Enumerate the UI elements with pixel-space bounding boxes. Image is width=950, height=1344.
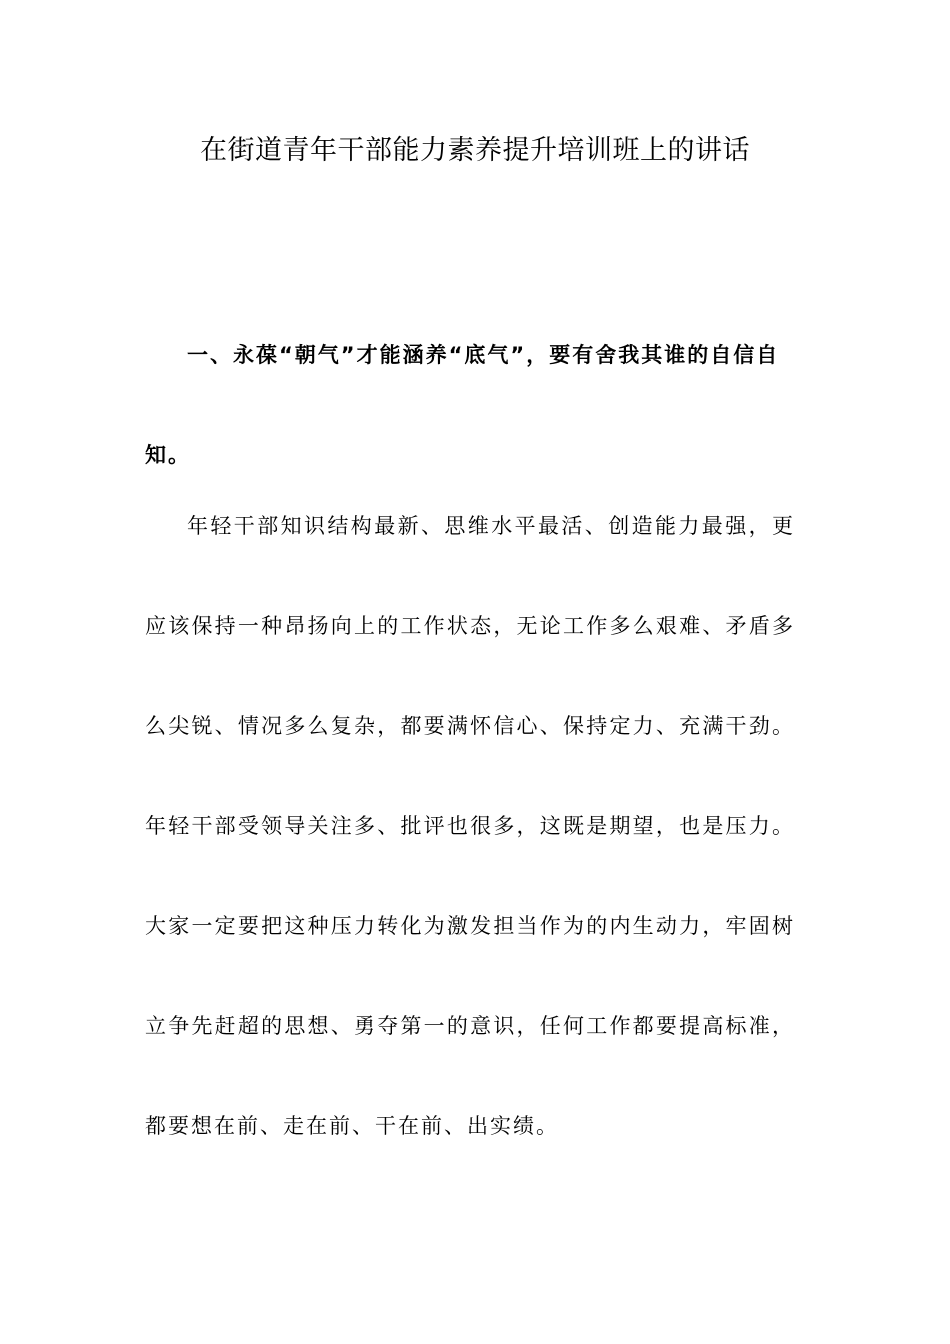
- body-paragraph: 年轻干部知识结构最新、思维水平最活、创造能力最强，更应该保持一种昂扬向上的工作状态，无论工作多么艰难、矛盾多么尖锐、情况多么复杂，都要满怀信心、保持定力、充满干劲。年轻干部受领导关注多、批评也很多，这既是期望，也是压力。大家一定要把这种压力转化为激发担当作为的内生动力，牢固树立争先赶超的思想、勇夺第一的意识，任何工作都要提高标准，都要想在前、走在前、干在前、出实绩。: [145, 514, 795, 1138]
- section-heading: 一、永葆“朝气”才能涵养“底气”，要有舍我其谁的自信自知。: [145, 343, 780, 467]
- document-title: 在街道青年干部能力素养提升培训班上的讲话: [200, 135, 750, 166]
